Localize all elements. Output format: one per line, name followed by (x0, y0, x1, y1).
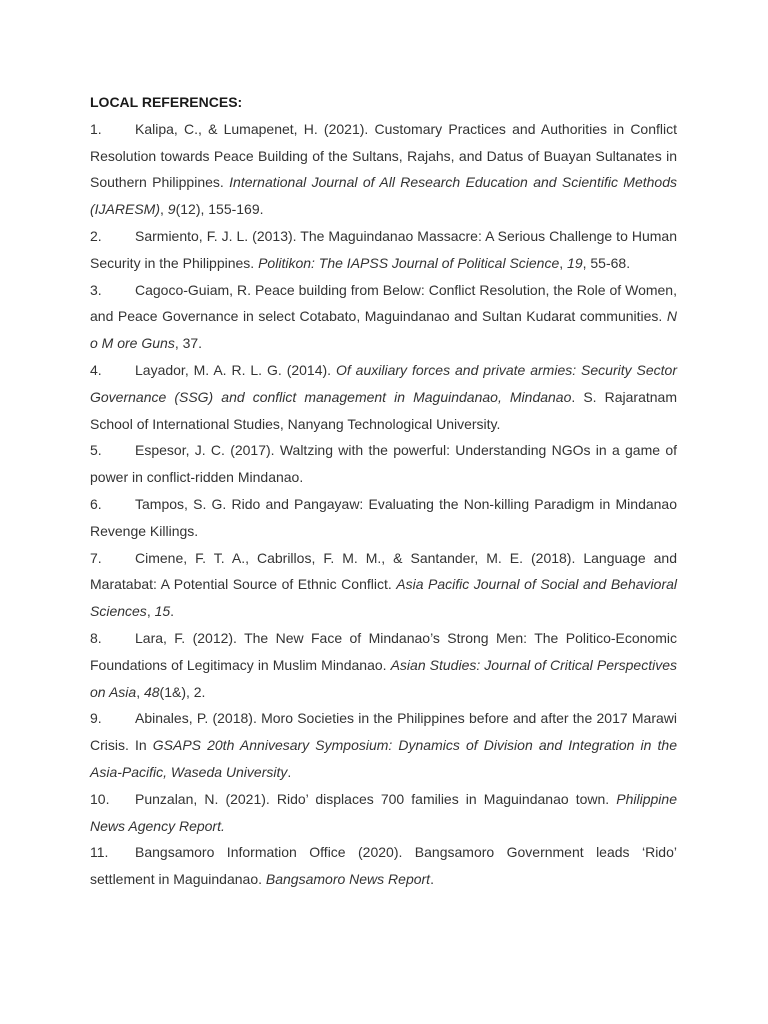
reference-item (90, 786, 677, 840)
reference-item (90, 223, 677, 277)
document-page (90, 89, 677, 893)
reference-list (90, 116, 677, 893)
reference-text: , (559, 254, 568, 271)
reference-source-italic: International Journal of All Research Education and Scientific Methods (IJARESM) (90, 174, 677, 218)
reference-text: Cimene, F. T. A., Cabrillos, F. M. M., & Santander, M. E. (2018). Language and Maratabat: A Potential Source of Ethnic Conflict. (90, 549, 677, 593)
reference-text: Layador, M. A. R. L. G. (2014). (135, 361, 336, 378)
reference-number: 3. (90, 281, 102, 298)
reference-item (90, 491, 677, 545)
reference-text: , (136, 683, 144, 700)
reference-number: 7. (90, 549, 102, 566)
reference-item (90, 116, 677, 223)
reference-source-italic: N o M ore Guns (90, 308, 677, 352)
reference-number: 5. (90, 442, 102, 459)
reference-item (90, 437, 677, 491)
reference-text: Kalipa, C., & Lumapenet, H. (2021). Customary Practices and Authorities in Conflict Resolution towards Peace Building of the Sultans, Rajahs, and Datus of Buayan Sultanates in Southern Philippines. (90, 120, 677, 191)
reference-item (90, 625, 677, 705)
reference-text: Bangsamoro Information Office (2020). Bangsamoro Government leads ‘Rido’ settlement in Maguindanao. (90, 844, 677, 888)
reference-text: (1&), 2. (159, 683, 206, 700)
reference-source-italic: 15 (154, 603, 171, 620)
reference-text: Tampos, S. G. Rido and Pangayaw: Evaluating the Non-killing Paradigm in Mindanao Revenge Killings. (90, 495, 677, 539)
reference-text: . (430, 871, 434, 888)
reference-text: , 55-68. (582, 254, 631, 271)
reference-item (90, 545, 677, 625)
reference-source-italic: Asian Studies: Journal of Critical Perspectives on Asia (90, 656, 677, 700)
reference-source-italic: 19 (567, 254, 583, 271)
reference-text: . (170, 603, 175, 620)
reference-source-italic: Politikon: The IAPSS Journal of Political Science (258, 254, 560, 271)
reference-text: . S. Rajaratnam School of International Studies, Nanyang Technological University. (90, 388, 678, 432)
reference-source-italic: Of auxiliary forces and private armies: Security Sector Governance (SSG) and conflict management in Maguindanao, Mindanao (90, 361, 677, 405)
reference-text: Sarmiento, F. J. L. (2013). The Maguindanao Massacre: A Serious Challenge to Human Security in the Philippines. (90, 227, 677, 271)
reference-number: 11. (90, 844, 109, 861)
reference-number: 10. (90, 790, 110, 807)
reference-item (90, 705, 677, 785)
reference-source-italic: 9 (167, 201, 176, 218)
section-heading: LOCAL REFERENCES: (90, 94, 243, 110)
reference-number: 8. (90, 629, 102, 646)
reference-source-italic: Bangsamoro News Report (265, 871, 431, 888)
reference-number: 4. (90, 361, 102, 378)
reference-text: . (287, 763, 292, 780)
reference-number: 2. (90, 227, 102, 244)
reference-text: Lara, F. (2012). The New Face of Mindanao’s Strong Men: The Politico-Economic Foundations of Legitimacy in Muslim Mindanao. (90, 629, 677, 673)
reference-source-italic: Philippine News Agency Report. (90, 790, 677, 834)
reference-text: , 37. (174, 335, 203, 352)
reference-text: , (146, 603, 155, 620)
reference-text: Punzalan, N. (2021). Rido’ displaces 700 families in Maguindanao town. (135, 790, 617, 807)
reference-item (90, 277, 677, 357)
reference-text: Espesor, J. C. (2017). Waltzing with the powerful: Understanding NGOs in a game of power in conflict-ridden Mindanao. (90, 442, 677, 486)
reference-text: (12), 155-169. (175, 201, 264, 218)
reference-number: 1. (90, 120, 102, 137)
reference-number: 6. (90, 495, 102, 512)
reference-source-italic: 48 (143, 683, 160, 700)
reference-item (90, 839, 677, 893)
reference-source-italic: GSAPS 20th Annivesary Symposium: Dynamics of Division and Integration in the Asia-Pacific, Waseda University (90, 737, 677, 780)
reference-text: Cagoco-Guiam, R. Peace building from Below: Conflict Resolution, the Role of Women, and Peace Governance in select Cotabato, Maguindanao and Sultan Kudarat communities. (90, 281, 677, 325)
reference-source-italic: Asia Pacific Journal of Social and Behavioral Sciences (90, 576, 677, 620)
reference-number: 9. (90, 710, 102, 727)
reference-item (90, 357, 677, 437)
reference-text: Abinales, P. (2018). Moro Societies in the Philippines before and after the 2017 Marawi Crisis. In (90, 710, 677, 754)
reference-text: , (160, 201, 168, 218)
